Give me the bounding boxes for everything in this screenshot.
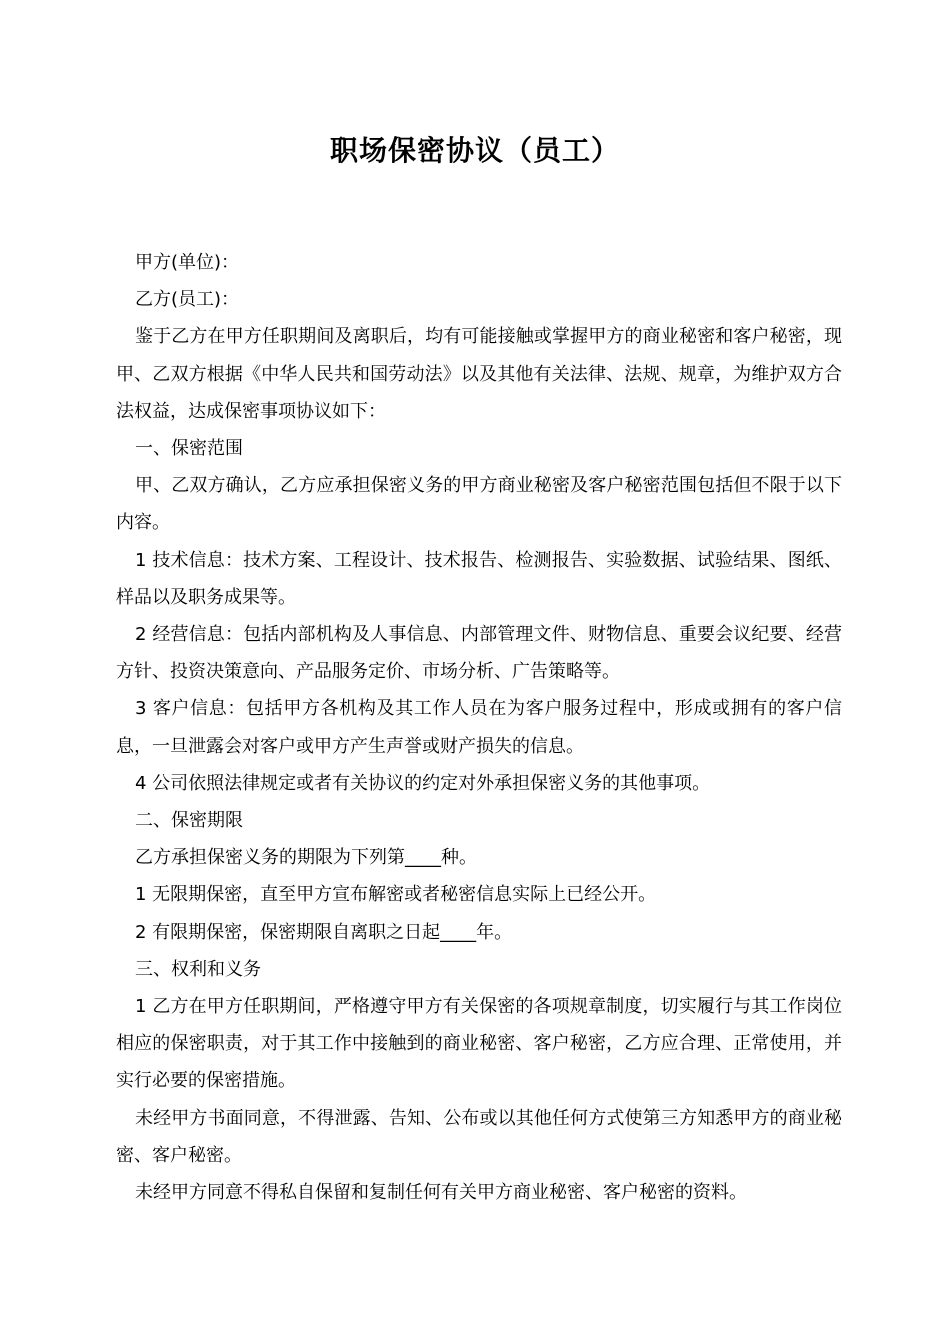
term-option-limited: 2 有限期保密，保密期限自离职之日起____年。 [135,921,513,943]
term-option-unlimited: 1 无限期保密，直至甲方宣布解密或者秘密信息实际上已经公开。 [135,884,657,906]
section-heading-rights: 三、权利和义务 [135,958,261,980]
rights-item-1: 1 乙方在甲方任职期间，严格遵守甲方有关保密的各项规章制度，切实履行与其工作岗位相应的保密职责，对于其工作中接触到的商业秘密、客户秘密，乙方应合理、正常使用，并实行必要的保密措施。 [116,996,842,1092]
party-b-line: 乙方(员工)： [135,289,240,311]
scope-intro-paragraph: 甲、乙双方确认，乙方应承担保密义务的甲方商业秘密及客户秘密范围包括但不限于以下内容。 [116,475,842,534]
term-intro-paragraph: 乙方承担保密义务的期限为下列第____种。 [135,847,477,869]
document-body [116,244,842,1211]
scope-item-customer: 3 客户信息：包括甲方各机构及其工作人员在为客户服务过程中，形成或拥有的客户信息，一旦泄露会对客户或甲方产生声誉或财产损失的信息。 [116,698,842,757]
document-title: 职场保密协议（员工） [329,134,620,167]
preamble-paragraph: 鉴于乙方在甲方任职期间及离职后，均有可能接触或掌握甲方的商业秘密和客户秘密，现甲、乙双方根据《中华人民共和国劳动法》以及其他有关法律、法规、规章，为维护双方合法权益，达成保密事项协议如下： [116,326,842,422]
rights-paragraph-disclosure: 未经甲方书面同意，不得泄露、告知、公布或以其他任何方式使第三方知悉甲方的商业秘密、客户秘密。 [116,1107,842,1166]
section-heading-scope: 一、保密范围 [135,438,243,460]
section-heading-term: 二、保密期限 [135,810,243,832]
scope-item-other: 4 公司依照法律规定或者有关协议的约定对外承担保密义务的其他事项。 [135,772,711,794]
rights-paragraph-copying: 未经甲方同意不得私自保留和复制任何有关甲方商业秘密、客户秘密的资料。 [135,1182,747,1204]
scope-item-business: 2 经营信息：包括内部机构及人事信息、内部管理文件、财物信息、重要会议纪要、经营方针、投资决策意向、产品服务定价、市场分析、广告策略等。 [116,624,842,683]
party-a-line: 甲方(单位)： [135,252,240,273]
scope-item-technical: 1 技术信息：技术方案、工程设计、技术报告、检测报告、实验数据、试验结果、图纸、样品以及职务成果等。 [116,549,842,608]
